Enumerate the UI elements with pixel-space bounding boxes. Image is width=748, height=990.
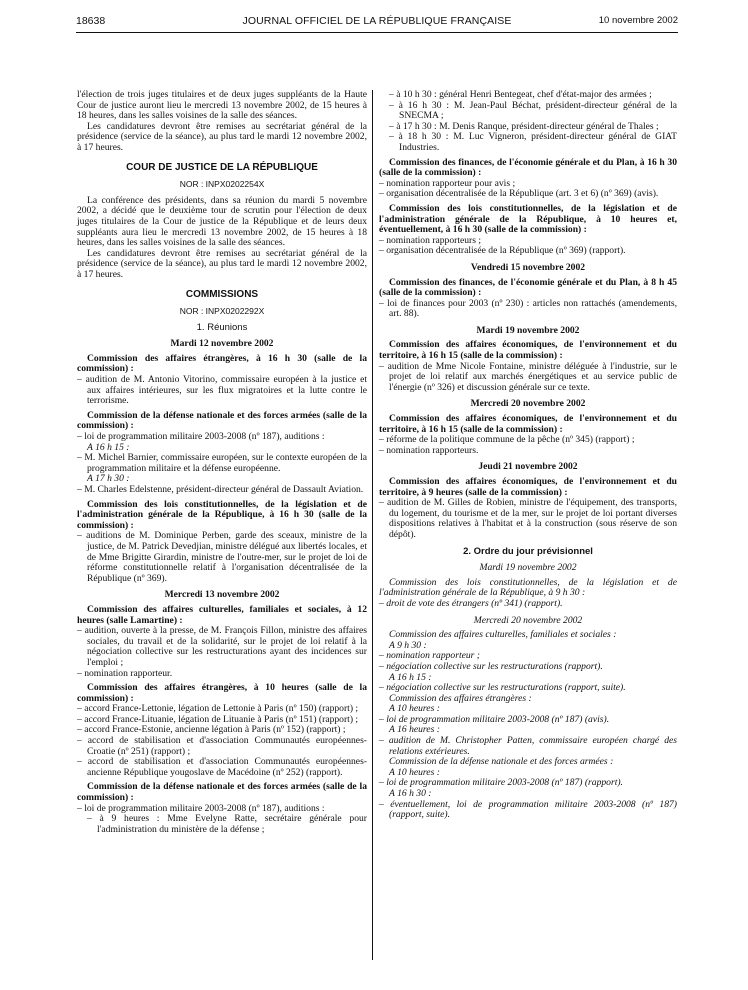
time-label: A 16 h 15 : <box>389 671 432 683</box>
time-label: A 10 heures : <box>389 703 440 715</box>
commission-title: Commission de la défense nationale et des forces armées (salle de la commission) : <box>77 409 367 432</box>
day-heading: Mardi 19 novembre 2002 <box>479 562 577 574</box>
day-heading: Mercredi 20 novembre 2002 <box>473 614 583 626</box>
time-label: A 17 h 30 : <box>87 473 130 485</box>
subsection-heading: 1. Réunions <box>196 321 248 333</box>
commission-title: Commission des lois constitutionnelles, de la législation et de l'administration générale de la République, à 10 heures et, éventuellement, à 16 h 30 (salle de la commission) : <box>379 202 677 236</box>
section-heading: COUR DE JUSTICE DE LA RÉPUBLIQUE <box>126 161 318 173</box>
time-label: A 16 h 15 : <box>87 441 130 453</box>
section-heading: COMMISSIONS <box>185 288 259 300</box>
agenda-item: – audition de Mme Nicole Fontaine, ministre déléguée à l'industrie, sur le projet de loi relatif aux marchés énergétiques et au service public de l'énergie (nº 326) et discussion générale sur ce texte. <box>379 360 677 393</box>
commission-title: Commission des affaires culturelles, familiales et sociales, à 12 heures (salle Lamartine) : <box>77 603 367 626</box>
agenda-subitem: – à 9 heures : Mme Evelyne Ratte, secrétaire générale pour l'administration du ministère de la défense ; <box>87 813 367 835</box>
commission-title: Commission des affaires étrangères : <box>389 692 532 704</box>
agenda-item: – audition de M. Antonio Vitorino, commissaire européen à la justice et aux affaires intérieures, sur les flux migratoires et la lutte contre le terrorisme. <box>77 374 367 407</box>
agenda-item: – loi de finances pour 2003 (nº 230) : articles non rattachés (amendements, art. 88). <box>379 297 677 320</box>
subsection-heading: 2. Ordre du jour prévisionnel <box>463 545 593 557</box>
agenda-item: – nomination rapporteur pour avis ; <box>379 177 516 189</box>
commission-title: Commission des affaires économiques, de l'environnement et du territoire, à 9 heures (salle de la commission) : <box>379 476 677 498</box>
nor-reference: NOR : INPX0202254X <box>179 179 265 190</box>
day-heading: Vendredi 15 novembre 2002 <box>470 261 586 273</box>
agenda-item: – nomination rapporteurs. <box>379 444 479 456</box>
agenda-item: – éventuellement, loi de programmation militaire 2003-2008 (nº 187) (rapport, suite). <box>379 798 677 821</box>
agenda-item: – organisation décentralisée de la République (nº 369) (rapport). <box>379 245 626 257</box>
agenda-item: – audition de M. Gilles de Robien, ministre de l'équipement, des transports, du logement, du tourisme et de la mer, sur le projet de loi portant diverses dispositions relatives à l'habitat et à la construction (sous réserve de son dépôt). <box>379 497 677 540</box>
commission-title: Commission des affaires économiques, de l'environnement et du territoire, à 16 h 15 (salle de la commission) : <box>379 339 677 362</box>
agenda-item: – audition, ouverte à la presse, de M. François Fillon, ministre des affaires sociales, du travail et de la solidarité, sur le projet de loi relatif à la négociation collective sur les restructurations ayant des incidences sur l'emploi ; <box>77 625 367 668</box>
column-divider <box>372 90 373 960</box>
agenda-subitem: – à 16 h 30 : M. Jean-Paul Béchat, président-directeur général de la SNECMA ; <box>389 99 677 122</box>
agenda-item: – négociation collective sur les restructurations (rapport). <box>379 660 603 672</box>
agenda-item: – accord de stabilisation et d'association Communautés européennes-Croatie (nº 251) (rapport) ; <box>77 735 367 757</box>
agenda-item: – accord France-Lettonie, légation de Lettonie à Paris (nº 150) (rapport) ; <box>77 703 359 715</box>
day-heading: Mercredi 13 novembre 2002 <box>164 589 280 601</box>
agenda-item: – M. Michel Barnier, commissaire européen, sur le contexte européen de la programmation militaire et la défense européenne. <box>77 452 367 474</box>
agenda-item: – réforme de la politique commune de la pêche (nº 345) (rapport) ; <box>379 434 635 446</box>
right-column <box>379 90 677 821</box>
agenda-subitem: – à 17 h 30 : M. Denis Ranque, président-directeur général de Thales ; <box>389 120 659 132</box>
agenda-item: – organisation décentralisée de la République (art. 3 et 6) (nº 369) (avis). <box>379 188 659 200</box>
paragraph: La conférence des présidents, dans sa réunion du mardi 5 novembre 2002, a décidé que le deuxième tour de scrutin pour l'élection de deux juges titulaires de la Cour de justice de la République et de leurs deux suppléants aura lieu le mercredi 13 novembre 2002, de 15 heures à 18 heures, dans les salles voisines de la salle des séances. <box>77 194 367 249</box>
agenda-item: – accord de stabilisation et d'association Communautés européennes-ancienne République yougoslave de Macédoine (nº 252) (rapport). <box>77 756 367 778</box>
commission-title: Commission des lois constitutionnelles, de la législation et de l'administration générale de la République, à 9 h 30 : <box>379 576 677 599</box>
agenda-subitem: – à 10 h 30 : général Henri Bentegeat, chef d'état-major des armées ; <box>389 89 652 100</box>
paragraph: Les candidatures devront être remises au secrétariat général de la présidence (service de la séance), au plus tard le mardi 12 novembre 2002, à 17 heures. <box>77 247 367 280</box>
page-number: 18638 <box>76 15 106 27</box>
header-rule <box>76 32 678 33</box>
agenda-item: – loi de programmation militaire 2003-2008 (nº 187), auditions : <box>77 802 325 814</box>
nor-reference: NOR : INPX0202292X <box>179 306 265 317</box>
time-label: A 16 heures : <box>389 724 440 736</box>
agenda-item: – droit de vote des étrangers (nº 341) (rapport). <box>379 597 563 609</box>
day-heading: Mardi 12 novembre 2002 <box>170 338 274 350</box>
commission-title: Commission de la défense nationale et des forces armées : <box>389 756 614 768</box>
agenda-item: – loi de programmation militaire 2003-2008 (nº 187) (avis). <box>379 713 610 725</box>
issue-date: 10 novembre 2002 <box>598 15 678 26</box>
agenda-subitem: – à 18 h 30 : M. Luc Vigneron, président-directeur général de GIAT Industries. <box>389 131 677 153</box>
time-label: A 16 h 30 : <box>389 788 432 800</box>
commission-title: Commission des affaires économiques, de l'environnement et du territoire, à 16 h 15 (salle de la commission) : <box>379 413 677 435</box>
agenda-item: – auditions de M. Dominique Perben, garde des sceaux, ministre de la justice, de M. Patrick Devedjian, ministre délégué aux libertés locales, et de Mme Brigitte Girardin, ministre de l'outre-mer, sur le projet de loi de réforme constitutionnelle relatif à l'organisation décentralisée de la République (nº 369). <box>77 530 367 584</box>
agenda-item: – accord France-Lituanie, légation de Lituanie à Paris (nº 151) (rapport) ; <box>77 713 359 725</box>
agenda-item: – audition de M. Christopher Patten, commissaire européen chargé des relations extérieures. <box>379 735 677 757</box>
day-heading: Mercredi 20 novembre 2002 <box>470 398 586 410</box>
commission-title: Commission des finances, de l'économie générale et du Plan, à 16 h 30 (salle de la commission) : <box>379 156 677 179</box>
agenda-item: – loi de programmation militaire 2003-2008 (nº 187), auditions : <box>77 431 325 443</box>
intro-paragraph: l'élection de trois juges titulaires et de deux juges suppléants de la Haute Cour de justice auront lieu le mercredi 13 novembre 2002, de 15 heures à 18 heures, dans les salles voisines de la salle des séances. <box>77 89 367 122</box>
commission-title: Commission des finances, de l'économie générale et du Plan, à 8 h 45 (salle de la commission) : <box>379 276 677 299</box>
agenda-item: – négociation collective sur les restructurations (rapport, suite). <box>379 682 626 694</box>
agenda-item: – M. Charles Edelstenne, président-directeur général de Dassault Aviation. <box>77 484 364 495</box>
commission-title: Commission des affaires étrangères, à 16 h 30 (salle de la commission) : <box>77 352 367 375</box>
agenda-item: – accord France-Estonie, ancienne légation à Paris (nº 152) (rapport) ; <box>77 724 346 736</box>
journal-title: JOURNAL OFFICIEL DE LA RÉPUBLIQUE FRANÇAISE <box>242 15 512 27</box>
day-heading: Mardi 19 novembre 2002 <box>476 324 580 336</box>
commission-title: Commission des affaires étrangères, à 10 heures (salle de la commission) : <box>77 682 367 704</box>
time-label: A 9 h 30 : <box>389 639 427 651</box>
agenda-item: – nomination rapporteur. <box>77 667 173 679</box>
agenda-item: – nomination rapporteur ; <box>379 650 481 662</box>
page-header <box>76 14 678 30</box>
commission-title: Commission des affaires culturelles, familiales et sociales : <box>389 629 617 641</box>
agenda-item: – loi de programmation militaire 2003-2008 (nº 187) (rapport). <box>379 777 623 789</box>
commission-title: Commission de la défense nationale et des forces armées (salle de la commission) : <box>77 781 367 804</box>
left-column <box>77 90 367 835</box>
day-heading: Jeudi 21 novembre 2002 <box>478 461 578 473</box>
agenda-item: – nomination rapporteurs ; <box>379 234 482 246</box>
time-label: A 10 heures : <box>389 766 440 778</box>
intro-paragraph: Les candidatures devront être remises au secrétariat général de la présidence (service de la séance), au plus tard le mardi 12 novembre 2002, à 17 heures. <box>77 120 367 153</box>
commission-title: Commission des lois constitutionnelles, de la législation et de l'administration générale de la République, à 16 h 30 (salle de la commission) : <box>77 498 367 531</box>
